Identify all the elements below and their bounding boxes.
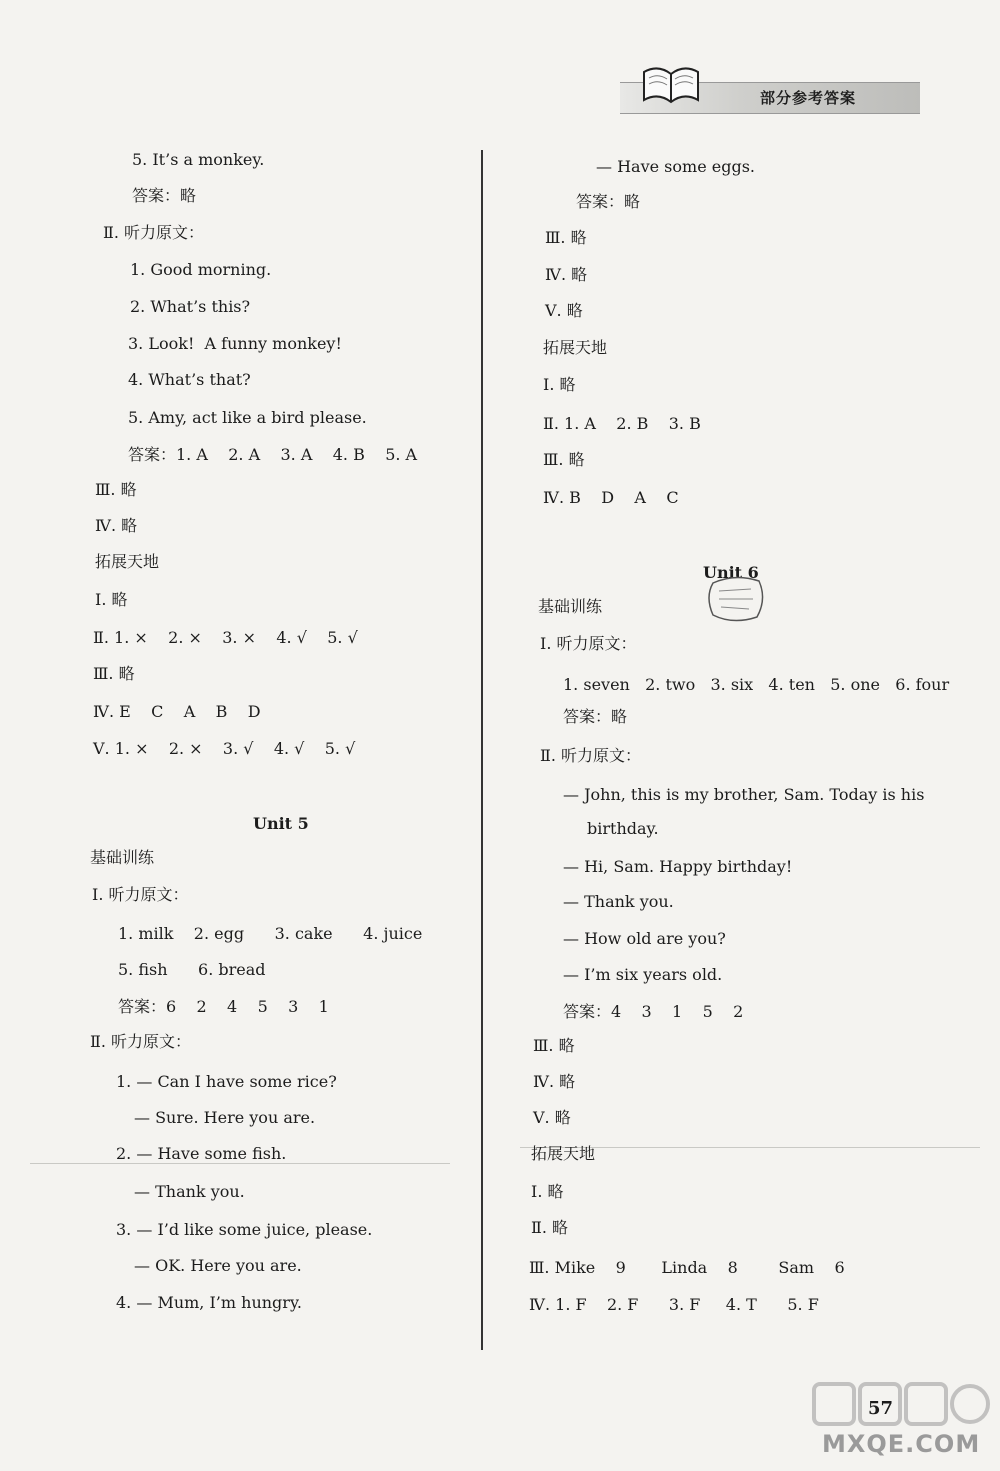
answer-line: 4. — Mum, I’m hungry. (116, 1293, 302, 1312)
answer-line: 4. What’s that? (128, 370, 251, 389)
answer-line: Ⅳ. 1. F 2. F 3. F 4. T 5. F (529, 1295, 819, 1314)
answer-line: Ⅴ. 1. × 2. × 3. √ 4. √ 5. √ (93, 739, 356, 758)
answer-line: 答案：6 2 4 5 3 1 (118, 997, 329, 1016)
answer-line: Ⅱ. 听力原文： (540, 746, 642, 765)
column-divider (481, 150, 483, 1350)
answer-line: Ⅱ. 1. A 2. B 3. B (543, 414, 701, 433)
answer-line: 答案：略 (576, 192, 641, 211)
answer-line: 1. — Can I have some rice? (116, 1072, 337, 1091)
answer-line: 答案：略 (132, 186, 197, 205)
answer-line: Ⅳ. 略 (545, 265, 588, 284)
answer-line: Ⅰ. 听力原文： (92, 885, 189, 904)
answer-line: Ⅲ. 略 (95, 480, 137, 499)
answer-line: Ⅳ. B D A C (543, 488, 679, 507)
answer-line: — How old are you? (563, 929, 726, 948)
answer-line: Ⅱ. 听力原文： (103, 223, 205, 242)
answer-line: Ⅱ. 1. × 2. × 3. × 4. √ 5. √ (93, 628, 358, 647)
answer-line: 1. milk 2. egg 3. cake 4. juice (118, 924, 423, 943)
answer-line: 1. seven 2. two 3. six 4. ten 5. one 6. four (563, 675, 950, 694)
answer-line: Ⅲ. 略 (545, 228, 587, 247)
answer-line: 答案：4 3 1 5 2 (563, 1002, 744, 1021)
answer-line: 答案：略 (563, 707, 628, 726)
answer-line: Ⅴ. 略 (533, 1108, 571, 1127)
answer-line: — OK. Here you are. (134, 1256, 302, 1275)
answer-line: — Have some eggs. (596, 157, 755, 176)
answer-line: 1. Good morning. (130, 260, 272, 279)
page-number: 57 (868, 1398, 894, 1419)
answer-line: Ⅱ. 略 (531, 1218, 569, 1237)
answer-line: Ⅱ. 听力原文： (90, 1032, 192, 1051)
unit-heading: Unit 6 (703, 563, 759, 582)
answer-line: Ⅰ. 略 (543, 375, 576, 394)
answer-line: 答案：1. A 2. A 3. A 4. B 5. A (128, 445, 418, 464)
answer-line: 基础训练 (90, 848, 155, 867)
answer-line: 基础训练 (538, 597, 603, 616)
answer-line: — I’m six years old. (563, 965, 723, 984)
answer-line: 拓展天地 (543, 338, 608, 357)
answer-line: — Hi, Sam. Happy birthday! (563, 857, 793, 876)
answer-line: Ⅲ. Mike 9 Linda 8 Sam 6 (529, 1258, 845, 1277)
answer-line: Ⅲ. 略 (93, 664, 135, 683)
answer-line: — Sure. Here you are. (134, 1108, 316, 1127)
answer-line: 3. Look! A funny monkey! (128, 334, 342, 353)
answer-line: Ⅲ. 略 (533, 1036, 575, 1055)
answer-line: 5. fish 6. bread (118, 960, 266, 979)
watermark-text: MXQE.COM (822, 1430, 981, 1458)
answer-line: — Thank you. (134, 1182, 245, 1201)
answer-line: — John, this is my brother, Sam. Today is his (563, 785, 925, 804)
answer-line: Ⅳ. 略 (95, 516, 138, 535)
answer-line: Ⅰ. 略 (95, 590, 128, 609)
answer-line: 5. Amy, act like a bird please. (128, 408, 367, 427)
answer-line: Ⅰ. 听力原文： (540, 634, 637, 653)
unit-heading: Unit 5 (253, 814, 309, 833)
answer-line: 5. It’s a monkey. (132, 150, 265, 169)
section-title: 部分参考答案 (760, 89, 857, 107)
answer-line: Ⅳ. E C A B D (93, 702, 261, 721)
answer-line: 拓展天地 (95, 552, 160, 571)
answer-line: birthday. (587, 819, 659, 838)
answer-line: 3. — I’d like some juice, please. (116, 1220, 373, 1239)
answer-line: Ⅲ. 略 (543, 450, 585, 469)
answer-line: Ⅳ. 略 (533, 1072, 576, 1091)
open-book-icon (640, 62, 702, 106)
answer-line: Ⅴ. 略 (545, 301, 583, 320)
answer-line: Ⅰ. 略 (531, 1182, 564, 1201)
answer-line: 2. What’s this? (130, 297, 251, 316)
answer-line: 拓展天地 (531, 1144, 596, 1163)
answer-line: — Thank you. (563, 892, 674, 911)
answer-line: 2. — Have some fish. (116, 1144, 287, 1163)
stamp-seal-icon (705, 573, 767, 623)
